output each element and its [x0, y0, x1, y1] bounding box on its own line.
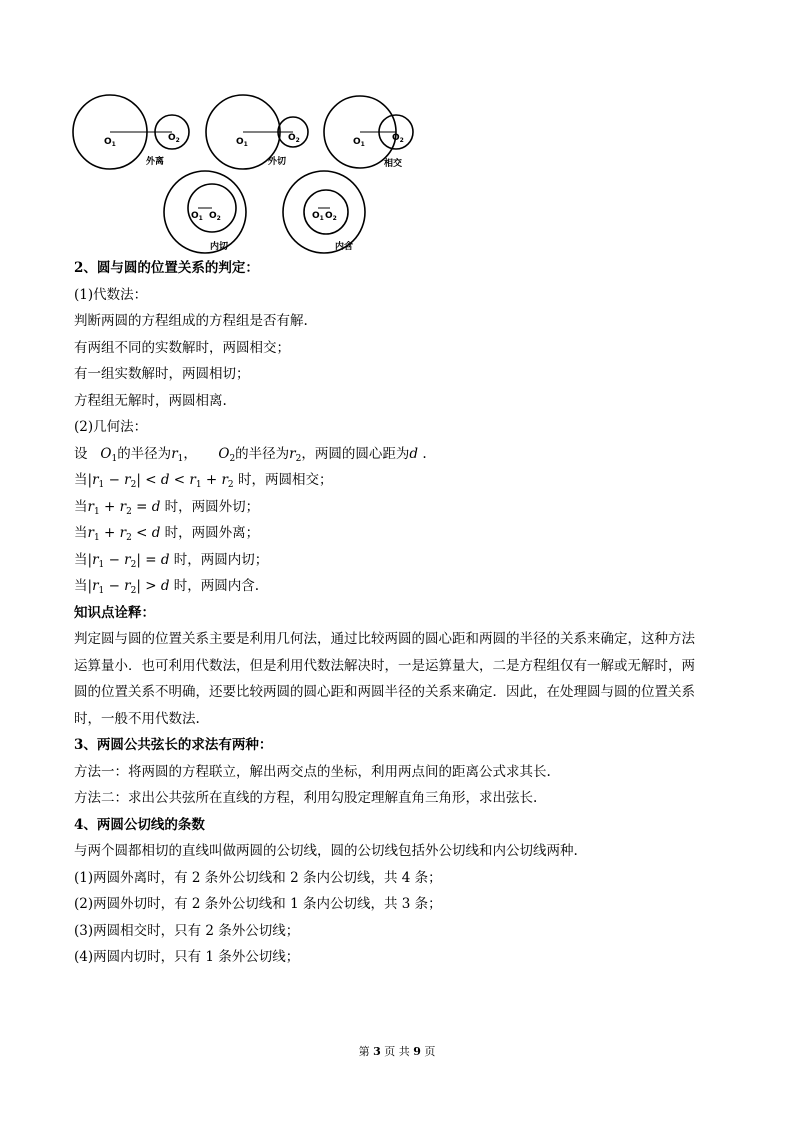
- diagram-separate: [73, 95, 189, 169]
- math-r2: $r_2$: [289, 445, 302, 464]
- circle-relations-svg: [60, 90, 440, 260]
- label-o1: $O_1$: [236, 137, 248, 148]
- page-content: [74, 255, 724, 971]
- geometry-title: (2)几何法：: [74, 419, 148, 435]
- label-o2: $O_2$: [168, 133, 180, 144]
- diagram-containment: [283, 171, 365, 253]
- section4-heading: 4、两圆公切线的条数: [74, 816, 205, 833]
- notes-paragraph-line: 时，一般不用代数法.: [74, 710, 200, 727]
- caption-external-tangent: 外切: [268, 157, 287, 167]
- tangent-count-item: (1)两圆外离时，有 2 条外公切线和 2 条内公切线，共 4 条；: [74, 869, 442, 886]
- algebra-title: (1)代数法：: [74, 286, 148, 303]
- diagram-external-tangent: [206, 95, 308, 169]
- caption-intersecting: 相交: [384, 159, 403, 169]
- notes-paragraph-line: 圆的位置关系不明确，还要比较两圆的圆心距和两圆半径的关系来确定．因此，在处理圆与圆的位置关系: [74, 684, 695, 700]
- circle-relations-figure: [60, 90, 440, 260]
- caption-internal-tangent: 内切: [210, 242, 229, 252]
- section4-intro: 与两个圆都相切的直线叫做两圆的公切线，圆的公切线包括外公切线和内公切线两种.: [74, 843, 578, 859]
- method-two: 方法二：求出公共弦所在直线的方程，利用勾股定理解直角三角形，求出弦长.: [74, 790, 538, 806]
- math-expr: $r_1 + r_2 < d$: [87, 525, 161, 543]
- math-o2: $O_2$: [218, 445, 236, 464]
- algebra-line: 有两组不同的实数解时，两圆相交；: [74, 339, 290, 356]
- page-total: 9: [413, 1045, 421, 1058]
- label-o2: $O_2$: [288, 133, 300, 144]
- diagram-internal-tangent: [164, 171, 246, 253]
- math-r1: $r_1$: [171, 445, 184, 464]
- condition-separate: 当$r_1 + r_2 < d$ 时，两圆外离；: [74, 525, 260, 543]
- algebra-line: 有一组实数解时，两圆相切；: [74, 366, 250, 382]
- condition-intersect: 当$|r_1 - r_2| < d < r_1 + r_2$ 时，两圆相交；: [74, 472, 333, 490]
- caption-containment: 内含: [335, 242, 354, 252]
- tangent-count-item: (3)两圆相交时，只有 2 条外公切线；: [74, 922, 300, 939]
- label-o1: $O_1$: [353, 137, 365, 148]
- math-expr: $|r_1 - r_2| = d$: [87, 551, 170, 570]
- label-o1: $O_1$: [104, 137, 116, 148]
- tangent-count-item: (4)两圆内切时，只有 1 条外公切线；: [74, 949, 300, 965]
- label-o2: $O_2$: [325, 211, 337, 222]
- algebra-line: 判断两圆的方程组成的方程组是否有解.: [74, 313, 308, 329]
- diagram-intersecting: [324, 96, 413, 169]
- method-one: 方法一：将两圆的方程联立，解出两交点的坐标，利用两点间的距离公式求其长.: [74, 763, 551, 780]
- section3-heading: 3、两圆公共弦长的求法有两种：: [74, 737, 273, 753]
- caption-separate: 外离: [146, 157, 165, 167]
- label-o1: $O_1$: [312, 211, 324, 222]
- math-o1: $O_1$: [100, 445, 118, 464]
- notes-paragraph-line: 判定圆与圆的位置关系主要是利用几何法，通过比较两圆的圆心距和两圆的半径的关系来确定，这种方法: [74, 631, 695, 647]
- label-o1: $O_1$: [191, 211, 203, 222]
- math-d: d: [409, 445, 419, 462]
- label-o2: $O_2$: [392, 133, 404, 144]
- tangent-count-item: (2)两圆外切时，有 2 条外公切线和 1 条内公切线，共 3 条；: [74, 896, 442, 912]
- label-o2: $O_2$: [209, 211, 221, 222]
- math-expr: $|r_1 - r_2| > d$: [87, 578, 170, 596]
- notes-heading: 知识点诠释：: [74, 604, 155, 621]
- math-expr: $|r_1 - r_2| < d < r_1 + r_2$: [87, 472, 234, 490]
- notes-paragraph-line: 运算量小．也可利用代数法，但是利用代数法解决时，一是运算量大，二是方程组仅有一解或无解时，两: [74, 657, 695, 674]
- section2-heading: 2、圆与圆的位置关系的判定：: [74, 260, 259, 276]
- page-number: 3: [373, 1045, 381, 1058]
- condition-external-tangent: 当$r_1 + r_2 = d$ 时，两圆外切；: [74, 498, 260, 517]
- math-expr: $r_1 + r_2 = d$: [87, 498, 161, 517]
- condition-internal-tangent: 当$|r_1 - r_2| = d$ 时，两圆内切；: [74, 551, 269, 570]
- geometry-setup: 设 $O_1$的半径为$r_1$， $O_2$的半径为$r_2$，两圆的圆心距为d .: [74, 445, 427, 464]
- page-footer: 第 3 页 共 9 页: [358, 1045, 436, 1058]
- algebra-line: 方程组无解时，两圆相离.: [74, 392, 227, 409]
- condition-containment: 当$|r_1 - r_2| > d$ 时，两圆内含.: [74, 578, 260, 596]
